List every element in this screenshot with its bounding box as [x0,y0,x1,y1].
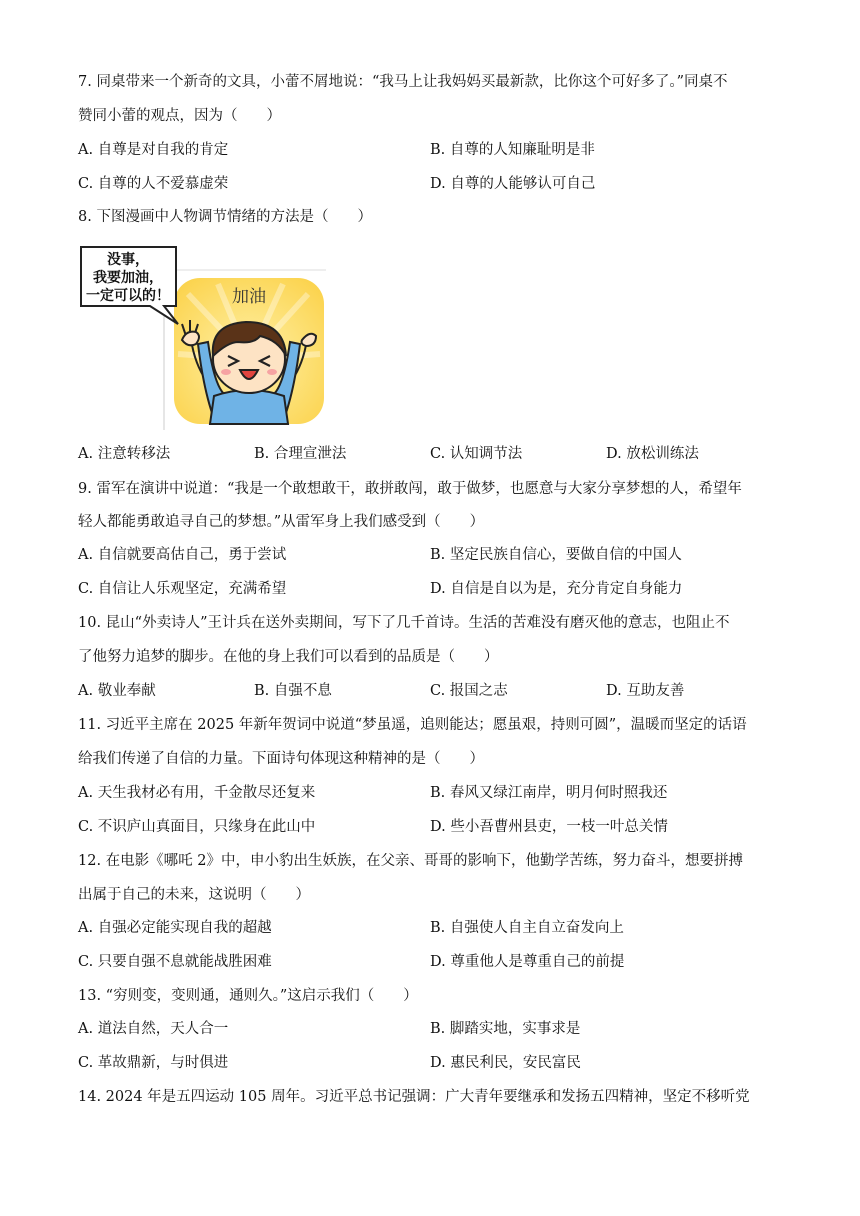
sign-text: 加油 [232,287,266,307]
comic-illustration [78,244,330,432]
question-8-option-c: C. 认知调节法 [430,446,523,462]
question-11-stem-line-2: 给我们传递了自信的力量。下面诗句体现这种精神的是（ ） [78,751,484,767]
question-12-option-d: D. 尊重他人是尊重自己的前提 [430,954,625,970]
question-13-option-c: C. 革故鼎新，与时俱进 [78,1055,229,1071]
question-9-option-a: A. 自信就要高估自己，勇于尝试 [78,547,287,563]
question-10-stem-line-2: 了他努力追梦的脚步。在他的身上我们可以看到的品质是（ ） [78,649,499,665]
question-10-option-d: D. 互助友善 [606,683,685,699]
question-12-option-c: C. 只要自强不息就能战胜困难 [78,954,272,970]
question-11-option-d: D. 些小吾曹州县吏，一枝一叶总关情 [430,819,668,835]
question-9-option-b: B. 坚定民族自信心，要做自信的中国人 [430,547,682,563]
question-9-stem-line-2: 轻人都能勇敢追寻自己的梦想。”从雷军身上我们感受到（ ） [78,514,485,530]
question-14-stem: 14. 2024 年是五四运动 105 周年。习近平总书记强调：广大青年要继承和发扬五四精神，坚定不移听党 [78,1089,750,1105]
question-12-stem-line-2: 出属于自己的未来，这说明（ ） [78,887,310,903]
question-10-option-b: B. 自强不息 [254,683,332,699]
question-9-stem-line-1: 9. 雷军在演讲中说道：“我是一个敢想敢干，敢拼敢闯，敢于做梦，也愿意与大家分享梦想的人，希望年 [78,481,742,497]
question-7-option-a: A. 自尊是对自我的肯定 [78,142,229,158]
question-7-option-c: C. 自尊的人不爱慕虚荣 [78,176,229,192]
question-11-option-a: A. 天生我材必有用，千金散尽还复来 [78,785,316,801]
question-11-stem-line-1: 11. 习近平主席在 2025 年新年贺词中说道“梦虽遥，追则能达；愿虽艰，持则可圆”，温暖而坚定的话语 [78,717,747,733]
question-7-option-b: B. 自尊的人知廉耻明是非 [430,142,595,158]
question-10-stem-line-1: 10. 昆山“外卖诗人”王计兵在送外卖期间，写下了几千首诗。生活的苦难没有磨灭他的意志，也阻止不 [78,615,730,631]
question-8-option-d: D. 放松训练法 [606,446,699,462]
question-11-option-c: C. 不识庐山真面目，只缘身在此山中 [78,819,316,835]
question-7-stem-line-1: 7. 同桌带来一个新奇的文具，小蕾不屑地说：“我马上让我妈妈买最新款，比你这个可好多了。”同桌不 [78,74,728,90]
question-13-option-b: B. 脚踏实地，实事求是 [430,1021,581,1037]
question-7-stem-line-2: 赞同小蕾的观点，因为（ ） [78,108,281,124]
question-12-stem-line-1: 12. 在电影《哪吒 2》中，申小豹出生妖族，在父亲、哥哥的影响下，他勤学苦练，努力奋斗，想要拼搏 [78,853,743,869]
question-13-stem: 13. “穷则变，变则通，通则久。”这启示我们（ ） [78,988,418,1004]
question-8-option-a: A. 注意转移法 [78,446,171,462]
bubble-line-3: 一定可以的！ [86,288,170,304]
bubble-line-2: 我要加油， [93,270,163,286]
question-11-option-b: B. 春风又绿江南岸，明月何时照我还 [430,785,668,801]
question-12-option-b: B. 自强使人自主自立奋发向上 [430,920,624,936]
question-13-option-a: A. 道法自然，天人合一 [78,1021,229,1037]
bubble-line-1: 没事， [107,252,149,268]
question-13-option-d: D. 惠民利民，安民富民 [430,1055,581,1071]
question-8-option-b: B. 合理宣泄法 [254,446,347,462]
question-10-option-c: C. 报国之志 [430,683,508,699]
question-9-option-c: C. 自信让人乐观坚定，充满希望 [78,581,287,597]
question-8-stem: 8. 下图漫画中人物调节情绪的方法是（ ） [78,209,372,225]
question-7-option-d: D. 自尊的人能够认可自己 [430,176,596,192]
question-9-option-d: D. 自信是自以为是，充分肯定自身能力 [430,581,683,597]
question-12-option-a: A. 自强必定能实现自我的超越 [78,920,272,936]
question-10-option-a: A. 敬业奉献 [78,683,156,699]
